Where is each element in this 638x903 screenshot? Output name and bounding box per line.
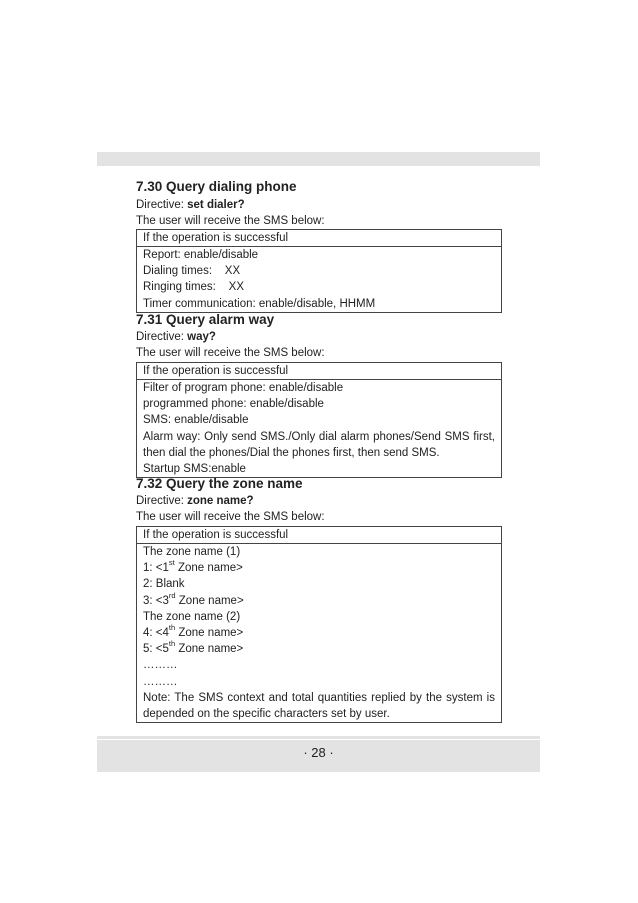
box-row: Filter of program phone: enable/disable: [143, 382, 344, 394]
box-row: The zone name (1): [143, 546, 241, 558]
box-row: 2: Blank: [143, 578, 185, 591]
sms-box: [136, 362, 502, 478]
section-heading: 7.31 Query alarm way: [136, 312, 275, 327]
box-row: The zone name (2): [143, 610, 241, 623]
box-row: Dialing times: XX: [143, 265, 241, 278]
box-row: Note: The SMS context and total quantities replied by the system is depended on the specific characters set by user.: [143, 691, 495, 721]
directive-value: way?: [187, 331, 216, 343]
box-row: 1: <1st Zone name>: [143, 558, 243, 575]
box-row: Report: enable/disable: [143, 249, 259, 261]
box-row: Startup SMS:enable: [143, 463, 246, 476]
directive-label: Directive:: [136, 495, 188, 507]
sms-note: The user will receive the SMS below:: [136, 347, 325, 359]
box-row: Ringing times: XX: [143, 281, 244, 294]
page-number: · 28 ·: [303, 745, 334, 760]
header-band: [97, 152, 540, 166]
box-body: [137, 380, 501, 477]
box-row: Timer communication: enable/disable, HHMM: [143, 297, 376, 310]
box-body: [137, 544, 501, 722]
directive-line: [136, 495, 254, 507]
box-header: If the operation is successful: [137, 527, 501, 544]
sms-box: [136, 526, 502, 723]
box-row: Alarm way: Only send SMS./Only dial alarm phones/Send SMS first, then dial the phones/Dial the phones first, then send SMS.: [143, 430, 495, 459]
box-row: SMS: enable/disable: [143, 414, 249, 427]
box-row: 4: <4th Zone name>: [143, 623, 244, 640]
box-row: 5: <5th Zone name>: [143, 639, 244, 656]
box-row: programmed phone: enable/disable: [143, 398, 324, 411]
box-row: ………: [143, 675, 178, 688]
sms-note: The user will receive the SMS below:: [136, 511, 325, 523]
footer-rule: [97, 739, 540, 740]
sms-box: [136, 229, 502, 313]
directive-value: set dialer?: [187, 199, 245, 211]
section-heading: 7.30 Query dialing phone: [136, 179, 297, 194]
directive-label: Directive:: [136, 199, 188, 211]
box-header: If the operation is successful: [137, 363, 501, 380]
box-header: If the operation is successful: [137, 230, 501, 247]
box-row: ………: [143, 659, 178, 672]
section-heading: 7.32 Query the zone name: [136, 476, 303, 491]
directive-line: [136, 199, 245, 211]
sms-note: The user will receive the SMS below:: [136, 215, 325, 227]
box-row: 3: <3rd Zone name>: [143, 590, 244, 607]
directive-value: zone name?: [187, 495, 254, 507]
directive-line: [136, 331, 216, 343]
directive-label: Directive:: [136, 331, 188, 343]
box-body: [137, 247, 501, 312]
